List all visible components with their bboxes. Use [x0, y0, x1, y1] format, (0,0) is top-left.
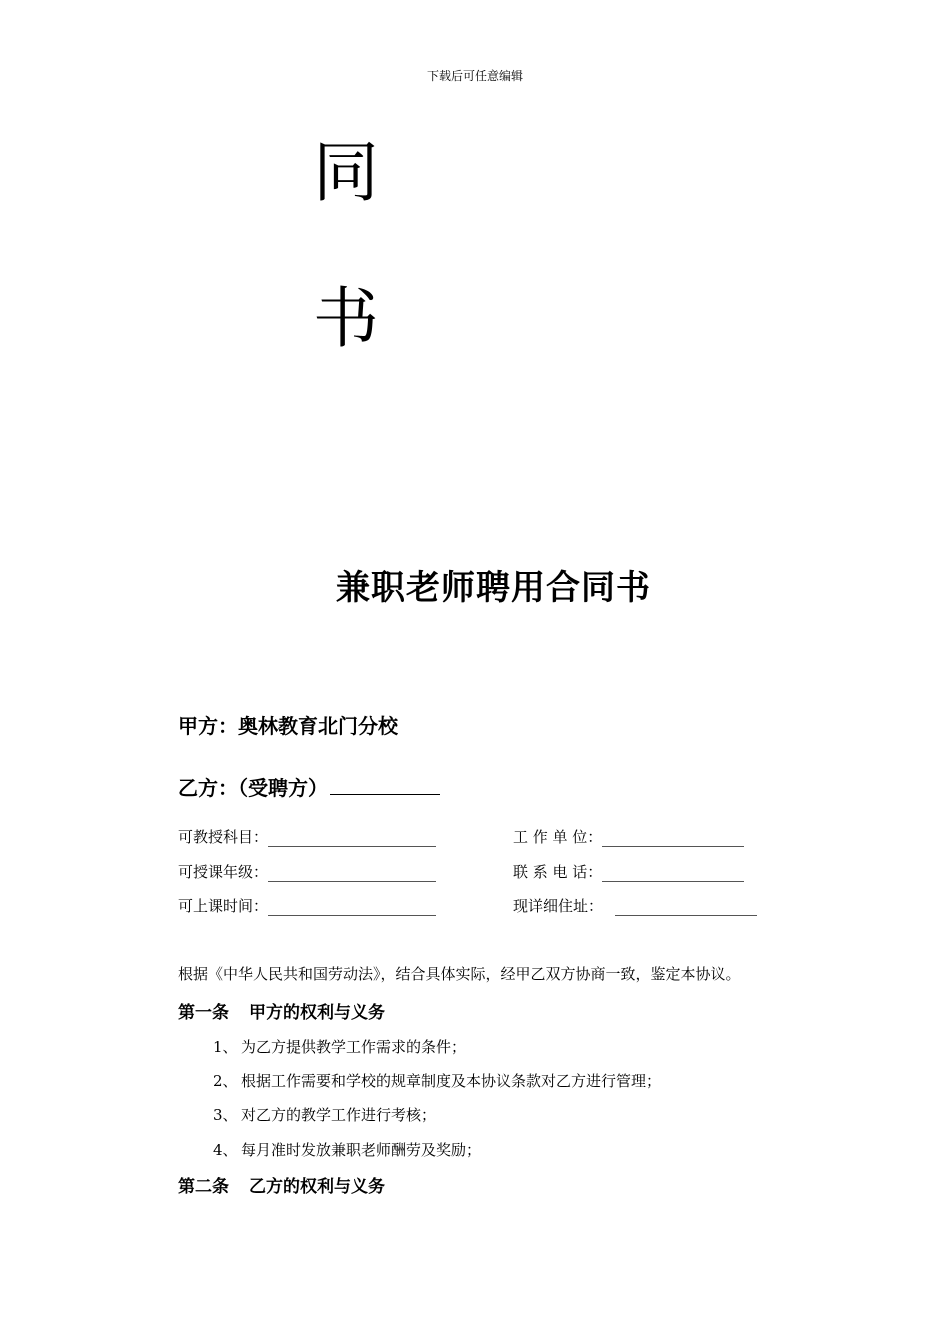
- document-title: 兼职老师聘用合同书: [336, 568, 651, 608]
- party-b-label: 乙方：（受聘方）: [178, 776, 328, 800]
- article-2-title: 乙方的权利与义务: [249, 1177, 385, 1197]
- list-item-number: 1、: [213, 1038, 238, 1056]
- field-time-blank[interactable]: [268, 901, 436, 916]
- field-address-blank[interactable]: [615, 901, 757, 916]
- field-grade: [178, 861, 436, 882]
- field-time-label: 可上课时间：: [178, 897, 269, 915]
- field-address-label: 现详细住址：: [513, 897, 604, 915]
- field-phone-label: 联 系 电 话：: [513, 863, 603, 881]
- party-a-label: 甲方：: [178, 714, 238, 738]
- article-2-number: 第二条: [178, 1177, 229, 1197]
- field-address: [513, 895, 757, 916]
- list-item: [213, 1070, 661, 1091]
- field-time: [178, 895, 436, 916]
- list-item-number: 2、: [213, 1072, 238, 1090]
- field-employer-blank[interactable]: [602, 832, 744, 847]
- field-grade-blank[interactable]: [268, 867, 436, 882]
- field-subject-label: 可教授科目：: [178, 828, 269, 846]
- list-item-text: 根据工作需要和学校的规章制度及本协议条款对乙方进行管理；: [241, 1072, 662, 1090]
- cover-character-2: 书: [313, 280, 379, 357]
- list-item-number: 3、: [213, 1106, 238, 1124]
- field-phone-blank[interactable]: [602, 867, 744, 882]
- party-a-name: 奥林教育北门分校: [238, 714, 398, 738]
- party-b-blank-line[interactable]: [330, 774, 440, 795]
- party-b: [178, 772, 440, 801]
- article-2-heading: [178, 1172, 385, 1197]
- field-employer: [513, 826, 744, 847]
- list-item-number: 4、: [213, 1141, 238, 1159]
- party-a: [178, 710, 398, 739]
- field-subject: [178, 826, 436, 847]
- article-1-number: 第一条: [178, 1003, 229, 1023]
- list-item: [213, 1036, 466, 1057]
- intro-paragraph: 根据《中华人民共和国劳动法》，结合具体实际，经甲乙双方协商一致，鉴定本协议。: [178, 965, 741, 983]
- article-1-title: 甲方的权利与义务: [249, 1003, 385, 1023]
- list-item: [213, 1104, 436, 1125]
- article-1-heading: [178, 998, 385, 1023]
- cover-character-1: 同: [313, 134, 379, 211]
- field-subject-blank[interactable]: [268, 832, 436, 847]
- page-header-note: 下载后可任意编辑: [426, 69, 523, 83]
- list-item: [213, 1139, 481, 1160]
- field-grade-label: 可授课年级：: [178, 863, 269, 881]
- field-employer-label: 工 作 单 位：: [513, 828, 603, 846]
- list-item-text: 为乙方提供教学工作需求的条件；: [241, 1038, 467, 1056]
- list-item-text: 对乙方的教学工作进行考核；: [241, 1106, 437, 1124]
- field-phone: [513, 861, 744, 882]
- list-item-text: 每月准时发放兼职老师酬劳及奖励；: [241, 1141, 482, 1159]
